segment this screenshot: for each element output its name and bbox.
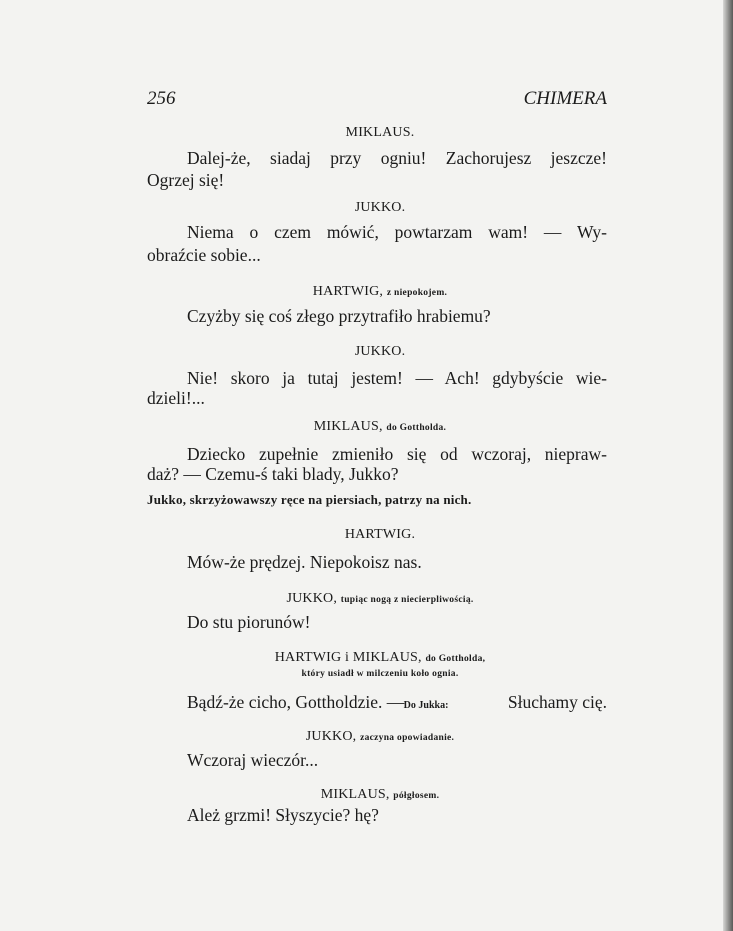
stage-direction: do Gottholda. xyxy=(386,423,447,433)
stage-direction: tupiąc nogą z niecierpliwością. xyxy=(340,595,474,605)
dialogue-line: Dziecko zupełnie zmieniło się od wczoraj, niepraw- xyxy=(187,444,607,464)
stage-direction: Jukko, skrzyżowawszy ręce na piersiach, patrzy na nich. xyxy=(147,492,472,507)
dialogue-line: Mów-że prędzej. Niepokoisz nas. xyxy=(187,552,422,572)
stage-direction: z niepokojem. xyxy=(386,288,448,298)
speaker-heading: JUKKO. xyxy=(354,200,406,215)
speaker-heading: JUKKO, zaczyna opowiadanie. xyxy=(305,729,455,744)
stage-direction: zaczyna opowiadanie. xyxy=(360,733,455,743)
speaker-heading: MIKLAUS. xyxy=(345,125,415,140)
page-number: 256 xyxy=(147,88,176,109)
speaker-heading: HARTWIG, z niepokojem. xyxy=(312,284,448,299)
dialogue-line xyxy=(187,691,607,717)
dialogue-line: Ależ grzmi! Słyszycie? hę? xyxy=(187,805,379,825)
dialogue-line: Czyżby się coś złego przytrafiło hrabiemu? xyxy=(187,306,491,326)
running-title: CHIMERA xyxy=(523,88,607,109)
dialogue-line: Niema o czem mówić, powtarzam wam! — Wy- xyxy=(187,222,607,242)
speaker-heading: MIKLAUS, do Gottholda. xyxy=(313,419,447,434)
dialogue-line: Ogrzej się! xyxy=(147,170,225,190)
speaker-heading: HARTWIG. xyxy=(344,527,416,542)
dialogue-line: Dalej-że, siadaj przy ogniu! Zachorujesz jeszcze! xyxy=(187,148,607,168)
dialogue-line: daż? — Czemu-ś taki blady, Jukko? xyxy=(147,464,399,484)
dialogue-line: Nie! skoro ja tutaj jestem! — Ach! gdybyście wie- xyxy=(187,368,607,388)
stage-direction: do Gottholda, xyxy=(425,654,486,664)
dialogue-line: Do stu piorunów! xyxy=(187,612,311,632)
dialogue-line: obraźcie sobie... xyxy=(147,245,261,265)
dialogue-text: Bądź-że cicho, Gottholdzie. — xyxy=(187,692,405,712)
stage-direction: półgłosem. xyxy=(393,791,440,801)
dialogue-text: Słuchamy cię. xyxy=(507,692,607,712)
speaker-heading: MIKLAUS, półgłosem. xyxy=(320,787,440,802)
speaker-heading: HARTWIG i MIKLAUS, do Gottholda, xyxy=(274,650,486,665)
page-edge-shadow xyxy=(723,0,733,931)
stage-direction: Do Jukka: xyxy=(403,700,449,711)
dialogue-line: dzieli!... xyxy=(147,388,205,408)
stage-direction: który usiadł w milczeniu koło ognia. xyxy=(301,669,459,679)
dialogue-line: Wczoraj wieczór... xyxy=(187,750,319,770)
speaker-heading: JUKKO, tupiąc nogą z niecierpliwością. xyxy=(286,591,474,606)
speaker-heading: JUKKO. xyxy=(354,344,406,359)
